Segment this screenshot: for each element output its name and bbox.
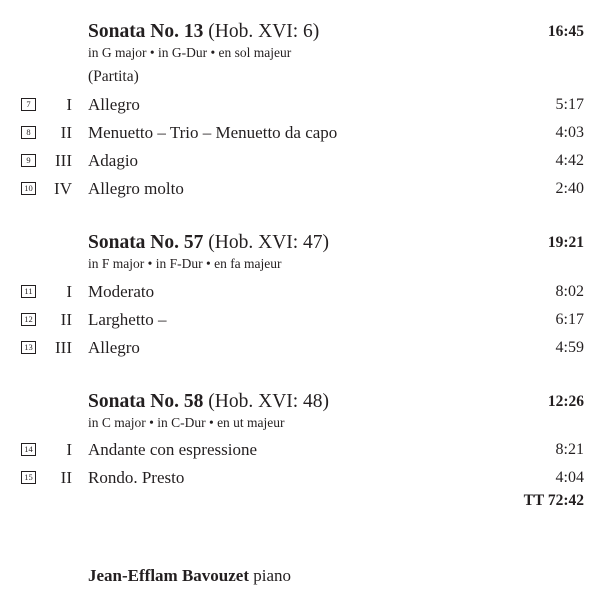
movement-duration: 8:21 [555, 441, 584, 458]
movement-number: I [66, 282, 72, 301]
work-keys: in G major • in G-Dur • en sol majeur [88, 45, 292, 60]
movement-number: III [55, 338, 72, 357]
work-total-duration: 12:26 [547, 393, 584, 410]
track-row[interactable] [0, 122, 600, 146]
track-number-box: 15 [21, 471, 36, 484]
track-row[interactable] [0, 178, 600, 202]
track-number-box: 9 [21, 154, 36, 167]
work-title-bold: Sonata No. 57 [88, 232, 204, 253]
movement-duration: 5:17 [555, 96, 584, 113]
work-keys: in C major • in C-Dur • en ut majeur [88, 415, 285, 430]
movement-title: Allegro molto [88, 179, 184, 198]
movement-title: Andante con espressione [88, 440, 258, 459]
work-title-catalogue: (Hob. XVI: 6) [203, 21, 320, 42]
track-number-box: 11 [21, 285, 36, 298]
track-number-box: 14 [21, 443, 36, 456]
performer-name: Jean-Efflam Bavouzet [88, 566, 250, 585]
movement-title: Moderato [88, 282, 155, 301]
movement-duration: 2:40 [555, 180, 584, 197]
work-title-bold: Sonata No. 58 [88, 391, 204, 412]
performer-credit [88, 565, 291, 587]
work-title-bold: Sonata No. 13 [88, 21, 204, 42]
movement-number: II [60, 310, 72, 329]
work-title [88, 20, 319, 44]
movement-title: Adagio [88, 151, 139, 170]
movement-number: I [66, 440, 72, 459]
work-total-duration: 19:21 [547, 234, 584, 251]
movement-number: II [60, 468, 72, 487]
track-row[interactable] [0, 281, 600, 305]
movement-number: II [60, 123, 72, 142]
work-title-catalogue: (Hob. XVI: 48) [203, 391, 330, 412]
track-row[interactable] [0, 467, 600, 491]
track-number-box: 12 [21, 313, 36, 326]
movement-duration: 4:59 [555, 339, 584, 356]
movement-duration: 4:04 [555, 469, 584, 486]
work-title [88, 231, 329, 255]
work-title [88, 390, 329, 414]
movement-title: Allegro [88, 338, 140, 357]
movement-number: IV [54, 179, 72, 198]
track-number-box: 7 [21, 98, 36, 111]
movement-duration: 4:03 [555, 124, 584, 141]
work-keys: in F major • in F-Dur • en fa majeur [88, 256, 282, 271]
work-title-catalogue: (Hob. XVI: 47) [203, 232, 330, 253]
performer-instrument: piano [253, 566, 292, 585]
movement-title: Larghetto – [88, 310, 167, 329]
movement-title: Rondo. Presto [88, 468, 185, 487]
track-row[interactable] [0, 439, 600, 463]
work-total-duration: 16:45 [547, 23, 584, 40]
track-number-box: 13 [21, 341, 36, 354]
movement-title: Menuetto – Trio – Menuetto da capo [88, 123, 338, 142]
track-number-box: 8 [21, 126, 36, 139]
track-row[interactable] [0, 309, 600, 333]
movement-number: I [66, 95, 72, 114]
movement-duration: 8:02 [555, 283, 584, 300]
track-row[interactable] [0, 94, 600, 118]
track-row[interactable] [0, 337, 600, 361]
movement-number: III [55, 151, 72, 170]
movement-duration: 6:17 [555, 311, 584, 328]
work-subtitle: (Partita) [88, 68, 139, 85]
track-number-box: 10 [21, 182, 36, 195]
movement-title: Allegro [88, 95, 140, 114]
total-time: TT 72:42 [523, 492, 584, 509]
track-row[interactable] [0, 150, 600, 174]
movement-duration: 4:42 [555, 152, 584, 169]
